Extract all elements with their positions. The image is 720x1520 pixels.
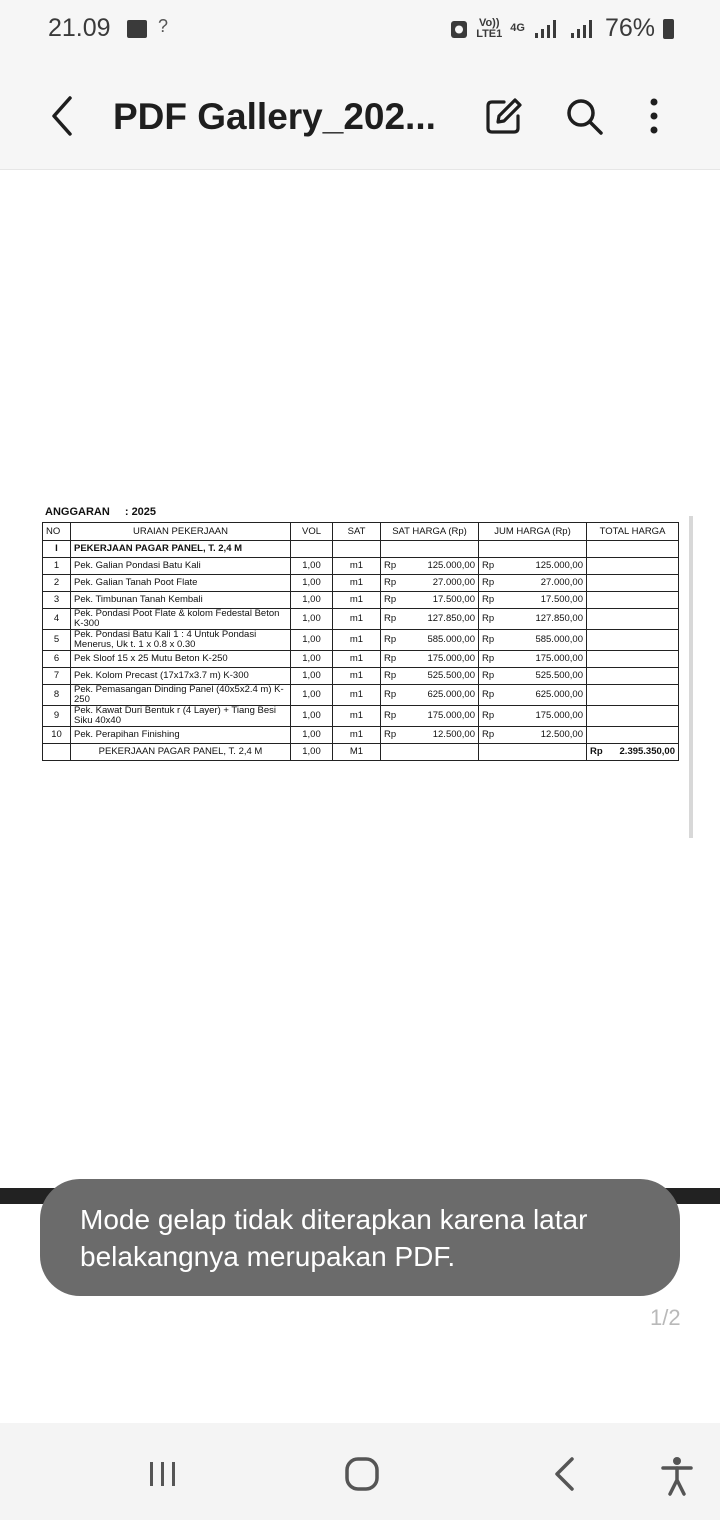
row-unit-price <box>381 727 479 744</box>
row-amount-value: 127.850,00 <box>535 613 583 624</box>
row-unit-price-value: 27.000,00 <box>432 577 475 588</box>
row-rp: Rp <box>482 634 495 645</box>
row-sat: m1 <box>333 685 381 706</box>
row-no: 7 <box>43 668 71 685</box>
row-rp: Rp <box>384 653 397 664</box>
table-header-row <box>43 523 679 541</box>
row-rp: Rp <box>482 710 495 721</box>
total-row <box>43 744 679 761</box>
battery-icon <box>663 19 674 39</box>
row-sat: m1 <box>333 668 381 685</box>
heading-label: ANGGARAN <box>45 506 110 518</box>
total-value: 2.395.350,00 <box>619 746 675 757</box>
table-row <box>43 609 679 630</box>
total-sat: M1 <box>333 744 381 761</box>
group-title: PEKERJAAN PAGAR PANEL, T. 2,4 M <box>71 541 291 558</box>
navigation-bar <box>0 1423 720 1520</box>
row-rp: Rp <box>482 653 495 664</box>
row-unit-price-value: 17.500,00 <box>432 594 475 605</box>
row-total <box>587 727 679 744</box>
row-unit-price <box>381 630 479 651</box>
col-header: SAT HARGA (Rp) <box>381 523 479 541</box>
row-unit-price-value: 625.000,00 <box>427 689 475 700</box>
row-description: Pek. Timbunan Tanah Kembali <box>71 592 291 609</box>
no-sim-signal-icon: ? <box>158 16 169 36</box>
page-indicator: 1/2 <box>650 1305 681 1330</box>
row-rp: Rp <box>384 689 397 700</box>
row-rp: Rp <box>384 670 397 681</box>
battery-percent: 76% <box>604 14 655 42</box>
row-rp: Rp <box>384 710 397 721</box>
total-rp: Rp <box>590 746 603 757</box>
row-unit-price-value: 175.000,00 <box>427 653 475 664</box>
signal-icon <box>533 19 561 39</box>
home-icon[interactable] <box>344 1456 380 1492</box>
row-unit-price <box>381 651 479 668</box>
row-rp: Rp <box>482 613 495 624</box>
row-rp: Rp <box>384 729 397 740</box>
col-header: TOTAL HARGA <box>587 523 679 541</box>
row-sat: m1 <box>333 727 381 744</box>
row-rp: Rp <box>482 594 495 605</box>
row-sat: m1 <box>333 575 381 592</box>
row-description: Pek Sloof 15 x 25 Mutu Beton K-250 <box>71 651 291 668</box>
row-description: Pek. Kolom Precast (17x17x3.7 m) K-300 <box>71 668 291 685</box>
row-unit-price <box>381 706 479 727</box>
row-no: 1 <box>43 558 71 575</box>
row-sat: m1 <box>333 706 381 727</box>
row-amount <box>479 651 587 668</box>
row-no: 2 <box>43 575 71 592</box>
row-unit-price-value: 125.000,00 <box>427 560 475 571</box>
nav-back-icon[interactable] <box>552 1456 576 1492</box>
app-bar <box>0 60 720 170</box>
row-vol: 1,00 <box>291 685 333 706</box>
status-time: 21.09 <box>48 14 111 42</box>
row-amount <box>479 630 587 651</box>
row-rp: Rp <box>384 634 397 645</box>
row-unit-price <box>381 609 479 630</box>
status-bar <box>0 0 720 60</box>
row-amount-value: 625.000,00 <box>535 689 583 700</box>
volte-label: Vo)) <box>478 16 500 29</box>
row-unit-price <box>381 668 479 685</box>
group-no: I <box>43 541 71 558</box>
row-vol: 1,00 <box>291 575 333 592</box>
row-rp: Rp <box>384 577 397 588</box>
row-no: 3 <box>43 592 71 609</box>
edit-icon[interactable] <box>484 96 524 136</box>
row-total <box>587 651 679 668</box>
row-vol: 1,00 <box>291 592 333 609</box>
row-vol: 1,00 <box>291 558 333 575</box>
group-row <box>43 541 679 558</box>
row-amount-value: 175.000,00 <box>535 710 583 721</box>
row-amount <box>479 558 587 575</box>
table-row <box>43 575 679 592</box>
row-amount-value: 525.500,00 <box>535 670 583 681</box>
heading-year: : 2025 <box>124 506 157 518</box>
back-arrow-icon[interactable] <box>46 94 80 138</box>
status-indicators <box>450 14 674 43</box>
row-sat: m1 <box>333 630 381 651</box>
dark-mode-toast: Mode gelap tidak diterapkan karena latar belakangnya merupakan PDF. <box>40 1179 680 1296</box>
row-amount-value: 17.500,00 <box>540 594 583 605</box>
table-row <box>43 651 679 668</box>
row-description: Pek. Pondasi Batu Kali 1 : 4 Untuk Pondasi Menerus, Uk t. 1 x 0.8 x 0.30 <box>71 630 291 651</box>
row-amount-value: 585.000,00 <box>535 634 583 645</box>
row-sat: m1 <box>333 651 381 668</box>
row-rp: Rp <box>482 689 495 700</box>
document-title: PDF Gallery_202... <box>113 96 436 137</box>
row-unit-price <box>381 592 479 609</box>
search-icon[interactable] <box>564 96 604 136</box>
col-header: URAIAN PEKERJAAN <box>71 523 291 541</box>
row-unit-price-value: 525.500,00 <box>427 670 475 681</box>
row-rp: Rp <box>482 670 495 681</box>
row-total <box>587 558 679 575</box>
row-description: Pek. Perapihan Finishing <box>71 727 291 744</box>
row-rp: Rp <box>384 613 397 624</box>
row-amount <box>479 668 587 685</box>
row-unit-price <box>381 558 479 575</box>
row-amount-value: 12.500,00 <box>540 729 583 740</box>
row-unit-price-value: 12.500,00 <box>432 729 475 740</box>
row-rp: Rp <box>482 577 495 588</box>
recent-apps-icon[interactable] <box>146 1461 180 1487</box>
row-vol: 1,00 <box>291 651 333 668</box>
total-vol: 1,00 <box>291 744 333 761</box>
row-rp: Rp <box>482 560 495 571</box>
row-description: Pek. Pemasangan Dinding Panel (40x5x2.4 m) K-250 <box>71 685 291 706</box>
row-amount-value: 27.000,00 <box>540 577 583 588</box>
row-total <box>587 668 679 685</box>
budget-heading <box>45 506 156 518</box>
row-description: Pek. Pondasi Poot Flate & kolom Fedestal Beton K-300 <box>71 609 291 630</box>
table-row <box>43 668 679 685</box>
row-vol: 1,00 <box>291 706 333 727</box>
row-unit-price <box>381 685 479 706</box>
row-amount <box>479 685 587 706</box>
row-amount-value: 175.000,00 <box>535 653 583 664</box>
page-edge-divider <box>689 516 693 838</box>
signal-icon <box>569 19 597 39</box>
row-rp: Rp <box>384 560 397 571</box>
row-unit-price <box>381 575 479 592</box>
col-header: NO <box>43 523 71 541</box>
col-header: SAT <box>333 523 381 541</box>
col-header: JUM HARGA (Rp) <box>479 523 587 541</box>
row-rp: Rp <box>384 594 397 605</box>
row-vol: 1,00 <box>291 727 333 744</box>
row-no: 6 <box>43 651 71 668</box>
row-amount <box>479 575 587 592</box>
row-no: 10 <box>43 727 71 744</box>
row-vol: 1,00 <box>291 609 333 630</box>
row-total <box>587 630 679 651</box>
row-description: Pek. Kawat Duri Bentuk r (4 Layer) + Tiang Besi Siku 40x40 <box>71 706 291 727</box>
row-sat: m1 <box>333 592 381 609</box>
row-no: 4 <box>43 609 71 630</box>
row-unit-price-value: 127.850,00 <box>427 613 475 624</box>
row-description: Pek. Galian Tanah Poot Flate <box>71 575 291 592</box>
gallery-notification-icon <box>127 20 147 38</box>
table-row <box>43 558 679 575</box>
col-header: VOL <box>291 523 333 541</box>
row-amount <box>479 609 587 630</box>
more-options-icon[interactable] <box>644 96 664 136</box>
table-row <box>43 592 679 609</box>
row-unit-price-value: 585.000,00 <box>427 634 475 645</box>
row-amount <box>479 592 587 609</box>
row-unit-price-value: 175.000,00 <box>427 710 475 721</box>
row-sat: m1 <box>333 558 381 575</box>
volte-indicator <box>476 18 502 40</box>
row-amount-value: 125.000,00 <box>535 560 583 571</box>
row-total <box>587 706 679 727</box>
row-rp: Rp <box>482 729 495 740</box>
row-description: Pek. Galian Pondasi Batu Kali <box>71 558 291 575</box>
total-amount <box>587 744 679 761</box>
network-type: 4G <box>510 22 525 34</box>
lte-label: LTE1 <box>476 27 503 40</box>
row-total <box>587 575 679 592</box>
table-row <box>43 727 679 744</box>
row-total <box>587 592 679 609</box>
row-total <box>587 685 679 706</box>
accessibility-icon[interactable] <box>660 1456 694 1496</box>
table-row <box>43 630 679 651</box>
row-no: 9 <box>43 706 71 727</box>
row-total <box>587 609 679 630</box>
row-no: 5 <box>43 630 71 651</box>
table-row <box>43 685 679 706</box>
row-amount <box>479 727 587 744</box>
row-vol: 1,00 <box>291 630 333 651</box>
data-saver-icon <box>450 18 468 40</box>
row-no: 8 <box>43 685 71 706</box>
row-amount <box>479 706 587 727</box>
total-label: PEKERJAAN PAGAR PANEL, T. 2,4 M <box>71 744 291 761</box>
table-row <box>43 706 679 727</box>
row-sat: m1 <box>333 609 381 630</box>
row-vol: 1,00 <box>291 668 333 685</box>
budget-table <box>42 522 679 761</box>
